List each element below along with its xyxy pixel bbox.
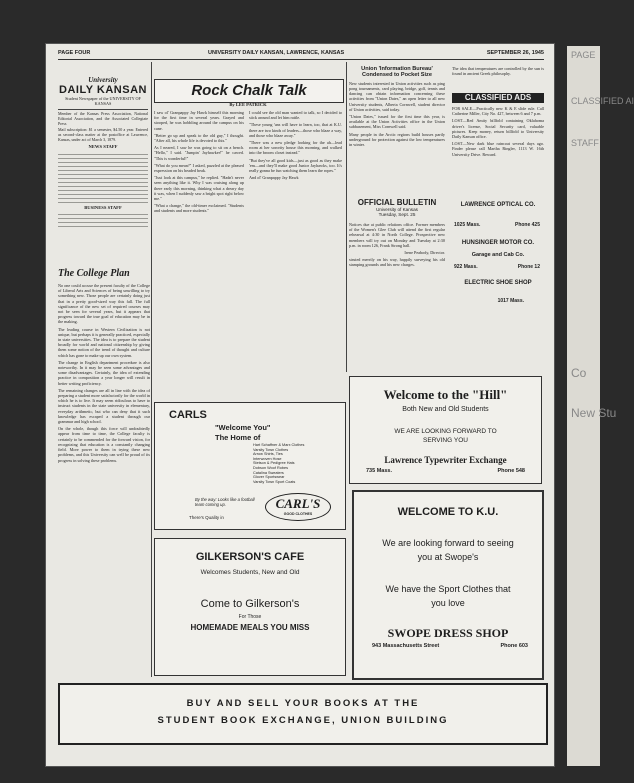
masthead-title: DAILY KANSAN [59,84,147,96]
masthead-info [58,112,148,262]
carls-ad [154,402,346,530]
divider [58,109,148,110]
paragraph: The change in English department procedure is also noteworthy. In it may be seen some advantages and some disadvantages. Certainly, the idea of extending practice in composition a year longer will result in better writing proficiency. [58,359,150,386]
paragraph: The leading course in Western Civilization is not unique, but perhaps it is generally practiced, especially in state universities. The idea is to prepare the student broadly for world and national citizenship by giving them some notion of the trend of thought and culture which has gone to make up our own system. [58,326,150,358]
electric-name: ELECTRIC SHOE SHOP [464,280,532,286]
paper-name: UNIVERSITY DAILY KANSAN, LAWRENCE, KANSAS [208,50,345,56]
bleed-text: STAFF [571,138,599,148]
column-body-left [154,110,244,368]
gilk-title: GILKERSON'S CAFE [195,551,305,563]
column-continuation: struted merrily on his way, happily surveying his old stamping grounds and his new charges. [349,257,445,268]
paragraph: Many people in the Arctic regions build houses partly underground for protection against the low temperatures in winter. [349,131,445,148]
carls-welcome: "Welcome You" [215,423,271,432]
carls-quality: There's Quality in [189,515,224,520]
optical-address: 1025 Mass. [454,222,481,228]
classified-item: FOR SALE—Practically new K & E slide rule. Call Catherine Miller, City No. 427, between 6 and 7 p.m. [452,106,544,117]
carls-byway: By the way: Looks like a football team coming up. [195,497,255,507]
brand-item: Catalina Sweaters [253,470,284,475]
book-exchange-banner [58,683,548,745]
carls-home: The Home of [215,433,261,442]
ad-address: 735 Mass. [366,468,392,474]
news-staff-heading: NEWS STAFF [88,143,118,149]
brand-item: Dobson Woof Robes [253,465,288,470]
paragraph: "There was a new pledge looking for the ah—lead room at her sorority house this morning, and walked into the broom closet instead." [249,140,342,156]
bureau-headline: Union 'Information Bureau' Condensed to Pocket Size [361,66,433,79]
paragraph: The remaining changes are all in line with the idea of preparing a student more satisfactorily for the world in which he is to live. It may seem ridiculous to have to instruct students in the state university in elementary, everyday arithmetic, but who can deny that it such knowledge has escaped a student through our grammar and high school. [58,387,150,425]
classified-list [452,106,544,192]
optical-name: LAWRENCE OPTICAL CO. [460,202,536,208]
brand-item: Arrow Shirts, Ties [253,452,283,457]
optical-line [452,222,544,230]
brand-item: Varsity Town Clothes [253,447,289,452]
swope-phone: Phone 603 [500,643,528,649]
paragraph: I could see the old man wanted to talk, so I decided to stick around and let him rattle. [249,110,342,121]
member-note: Member of the Kansas Press Association, National Editorial Association, and the Associated Collegiate Press [58,111,148,126]
hunsinger-line [452,264,544,272]
paragraph: I saw ol' Granpappy Jay Hawk himself this morning for the first time in several years. Grayed and stooped, he was hobbling around the campus on his cane. [154,110,244,131]
bulletin-header [349,198,445,217]
page-number: PAGE FOUR [58,50,91,56]
subscription-note: Mail subscription: $1 a semester, $4.50 a year. Entered as second-class matter at the postoffice at Lawrence, Kansas, under act of March 3, 1879. [58,127,148,142]
swope-line1: We are looking forward to seeing you at Swope's [382,538,514,562]
swope-store: SWOPE DRESS SHOP [387,626,509,640]
column-rule [151,62,152,677]
paragraph: "Better go up and speak to the old guy," I thought. "After all, his whole life is devoted to this." [154,132,244,144]
swope-contact [354,643,542,651]
brand-item: Glover Sportswear [253,475,285,480]
staff-list [58,211,148,227]
bleed-text: Co [571,366,587,380]
column-title: Rock Chalk Talk [191,82,307,99]
swope-address: 943 Massachusetts Street [372,643,440,649]
paragraph: "But they've all good kids—just as good as they make 'em—and they'll make good Junior Jayhawks, too. It's really gonna be fun watching them learn the ropes." [249,157,342,174]
bulletin-text: Notices due at public relations office. Former members of the Women's Glee Club will attend the first regular rehearsal at 4:30 in North College. Prospective new members will try out on Monday and Tuesday at 2:30 p.m. in room 126, Frank Strong hall. [349,222,445,248]
gilk-come: Come to Gilkerson's [200,598,300,610]
bulletin-date: Tuesday, Sept. 25 [378,212,416,217]
gilk-sub: Welcomes Students, New and Old [200,569,300,576]
hunsinger-address: 922 Mass. [454,264,478,270]
brand-item: Varsity Town Sport Coats [253,479,296,484]
ad-subline: Both New and Old Students [402,406,489,413]
issue-date: SEPTEMBER 26, 1945 [486,50,544,56]
gilk-meals: HOMEMADE MEALS YOU MISS [190,623,310,632]
ad-looking: WE ARE LOOKING FORWARD TO SERVING YOU [394,428,497,444]
typewriter-ad [349,376,542,484]
gilkerson-ad [154,538,346,676]
banner-line1: BUY AND SELL YOUR BOOKS AT THE [186,698,420,709]
page-header [58,49,544,60]
logo-text: CARL'S [275,496,321,511]
paragraph: As I neared, I saw he was going to sit on a bench. "Hello," I said. "Jumpin' Jayhawker!" he cawed. "This is wonderful!" [154,145,244,161]
classified-intro [452,66,544,92]
bleed-text: New Stu [571,406,617,420]
ad-contact [350,468,541,476]
masthead [58,76,148,106]
paragraph: On the whole, though this force will undoubtedly appear from time to time, the College faculty is certainly to be commended for the forward vision, for recognizing that education is a constantly changing field. More power to them in trying these new problems, and this University can well be proud of its progress in solving these problems. [58,426,150,463]
paragraph: And ol' Granpappy Jay Hawk [249,175,299,181]
optical-phone: Phone 425 [514,222,540,228]
paragraph: New students interested in Union activities such as ping pong tournaments, card playing, bridge, golf, tennis and dancing can obtain information concerning these activities from "Union Dates," an open letter to all new University students, Alberta Cornwell, student director of Union activities, said today. [349,80,445,112]
adjacent-page-edge [567,46,634,766]
brand-item: Stetson & Pedigree Hats [253,461,295,466]
hunsinger-phone: Phone 12 [517,264,540,270]
business-staff-heading: BUSINESS STAFF [84,204,122,210]
swope-line2: We have the Sport Clothes that you love [385,584,511,608]
brand-item: Hart Schaffner & Marx Clothes [253,443,305,447]
bulletin-body [349,222,445,370]
filler-note: The idea that temperatures are controlled by the sun is found in ancient Greek philosophy. [452,66,544,77]
paragraph: "Just look at this campus," he replied. "Hadn't never seen anything like it. Why I was cruising along up there early this morning, thinking what a dreary day it was, when I suddenly saw a bright spot right below me." [154,175,244,202]
electric-address: 1017 Mass. [497,298,524,304]
logo-sub: GOOD CLOTHES [283,512,313,516]
column-byline: By LEE PATRICK [229,102,267,107]
bureau-story [349,66,445,196]
paragraph: No one could accuse the present faculty of the College of Liberal Arts and Sciences of being unwilling to try something new. Those people are certainly doing just that in a pretty good-sized way this fall. The full significance of the new set of required courses may not be seen for several years, but it appears that progress toward the true goal of education may be in the making. [58,283,150,325]
bulletin-signed: Irene Peabody, Director. [404,250,445,256]
classified-item: LOST—Red Amity billfold containing Oklahoma driver's license, Social Security card, valuable pictures. Keep money, return billfold to University Daily Kansan office. [452,118,544,140]
bulletin-sub: University of Kansas [376,207,418,212]
staff-list [58,151,148,205]
gilk-for: For Those [238,614,262,620]
carls-brands [253,443,304,484]
paragraph: "Union Dates," issued for the first time this year, is available at the Union Activities office in the Union subbasement, Miss Cornwell said. [349,114,445,130]
swope-title: WELCOME TO K.U. [397,506,499,518]
masthead-subtitle: Student Newspaper of the UNIVERSITY OF KANSAS [65,96,141,106]
paragraph: "What a change," the old-timer exclaimed. "Students and students and more students." [154,203,244,214]
carls-name: CARLS [169,409,207,421]
editorial-body [58,283,150,677]
paragraph: "These young 'uns will have to learn, too, that at K.U. there are two kinds of leaders—those who blaze a way, and those who blaze away." [249,122,342,138]
carls-logo [265,493,331,521]
banner-line2: STUDENT BOOK EXCHANGE, UNION BUILDING [157,715,449,726]
business-directory [452,196,544,372]
ad-phone: Phone 548 [497,468,525,474]
classified-item: LOST—New dark blue raincoat several days ago. Finder please call Martha Ringler, 1113 W. 16th University Drive. Reward. [452,141,544,157]
bleed-text: PAGE [571,50,596,60]
editorial-title: The College Plan [58,268,130,279]
ad-headline: Welcome to the "Hill" [383,387,508,402]
bleed-text: CLASSIFIED AI [571,96,634,106]
swope-ad [352,490,544,680]
bulletin-title: OFFICIAL BULLETIN [357,198,437,207]
column-rule [346,62,347,372]
column-body-right [249,110,342,368]
hunsinger-sub: Garage and Cab Co. [471,252,525,258]
classified-heading: CLASSIFIED ADS [452,93,544,103]
masthead-university: University [88,76,118,84]
paragraph: "What do you mean?" I asked, puzzled at the pleased expression on his beaded beak. [154,162,244,174]
hunsinger-name: HUNSINGER MOTOR CO. [461,240,535,246]
ad-store: Lawrence Typewriter Exchange [384,455,507,465]
brand-item: Interwoven Hose [253,456,282,461]
column-title-box [154,79,344,103]
